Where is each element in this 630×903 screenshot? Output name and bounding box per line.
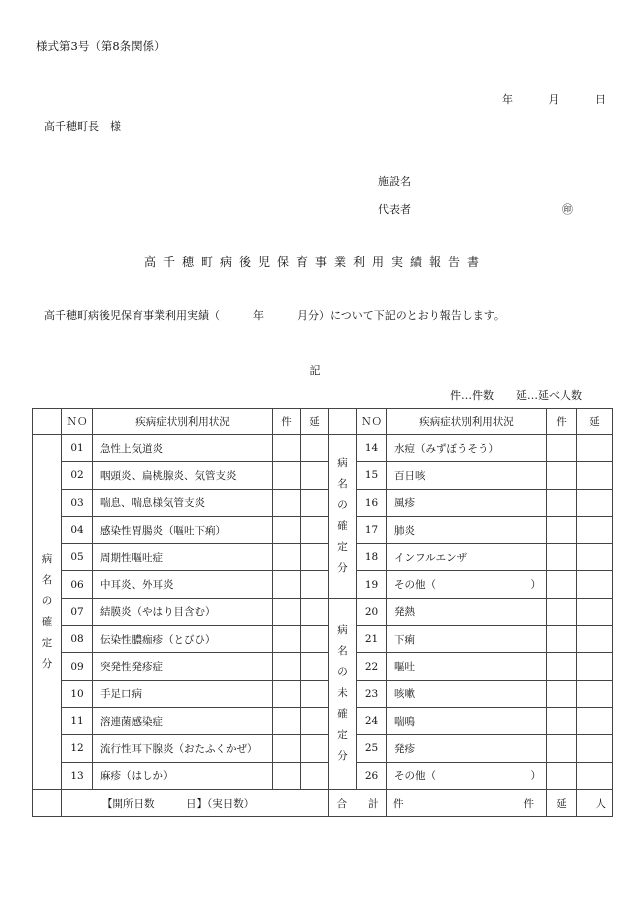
right-group-unconfirmed-label-char: 未	[337, 687, 348, 700]
row-no: 04	[62, 516, 93, 543]
row-ken-input[interactable]	[273, 680, 301, 707]
left-group-label	[33, 435, 62, 790]
row-no-right: 15	[357, 462, 387, 489]
row-en-input[interactable]	[301, 735, 329, 762]
table-row	[33, 435, 613, 462]
date-day-label: 日	[595, 93, 606, 106]
total-en-unit: 人	[595, 797, 606, 810]
table-row	[33, 626, 613, 653]
left-group-label-char: 病	[41, 552, 53, 565]
row-no: 07	[62, 598, 93, 625]
right-group-unconfirmed-label-char: の	[337, 666, 348, 679]
header-ken: 件	[273, 409, 301, 435]
row-no-right: 14	[357, 435, 387, 462]
row-ken-input[interactable]	[273, 762, 301, 789]
row-no-right: 22	[357, 653, 387, 680]
header-no-right: ＮＯ	[357, 409, 387, 435]
right-group-unconfirmed-label-char: 分	[337, 750, 348, 763]
row-ken-input[interactable]	[273, 707, 301, 734]
row-condition-right: その他（ ）	[387, 571, 547, 598]
row-condition-right: 下痢	[387, 626, 547, 653]
row-en-input-right[interactable]	[577, 626, 613, 653]
table-row	[33, 571, 613, 598]
row-condition-right: 水痘（みずぼうそう）	[387, 435, 547, 462]
row-ken-input[interactable]	[273, 462, 301, 489]
table-row	[33, 707, 613, 734]
total-ken-cell[interactable]	[387, 789, 547, 816]
table-row	[33, 762, 613, 789]
right-group-confirmed-label	[329, 435, 357, 599]
row-en-input[interactable]	[301, 571, 329, 598]
form-number: 様式第3号（第8条関係）	[36, 39, 166, 53]
row-condition-right: 咳嗽	[387, 680, 547, 707]
right-group-unconfirmed-label-char: 名	[337, 645, 348, 658]
facility-label: 施設名	[378, 175, 411, 188]
row-ken-input-right[interactable]	[547, 653, 577, 680]
table-header-row	[33, 409, 613, 435]
row-condition: 中耳炎、外耳炎	[93, 571, 273, 598]
row-condition: 麻疹（はしか）	[93, 762, 273, 789]
row-ken-input[interactable]	[273, 544, 301, 571]
row-en-input-right[interactable]	[577, 544, 613, 571]
row-ken-input-right[interactable]	[547, 735, 577, 762]
left-group-label-char: の	[41, 594, 53, 607]
row-condition-right: 風疹	[387, 489, 547, 516]
row-no-right: 17	[357, 516, 387, 543]
row-ken-input[interactable]	[273, 653, 301, 680]
header-status-right: 疾病症状別利用状況	[387, 409, 547, 435]
row-en-input[interactable]	[301, 435, 329, 462]
row-no-right: 25	[357, 735, 387, 762]
right-group-unconfirmed-label-char: 定	[337, 729, 348, 742]
row-en-input-right[interactable]	[577, 598, 613, 625]
table-row	[33, 462, 613, 489]
row-condition-right: 嘔吐	[387, 653, 547, 680]
left-group-label-char: 定	[41, 636, 53, 649]
header-en-right: 延	[577, 409, 613, 435]
row-no: 10	[62, 680, 93, 707]
row-en-input-right[interactable]	[577, 489, 613, 516]
header-ken-right: 件	[547, 409, 577, 435]
row-en-input[interactable]	[301, 707, 329, 734]
table-row	[33, 489, 613, 516]
row-no-right: 24	[357, 707, 387, 734]
right-group-confirmed-label-char: 定	[337, 541, 348, 554]
header-group-blank-right	[329, 409, 357, 435]
row-condition-right: 肺炎	[387, 516, 547, 543]
right-group-unconfirmed-label-char: 確	[337, 708, 348, 721]
open-days-label: 【開所日数 日】（実日数）	[62, 789, 329, 816]
table-row	[33, 653, 613, 680]
row-ken-input[interactable]	[273, 571, 301, 598]
ki-heading: 記	[309, 364, 321, 377]
usage-table	[32, 408, 613, 817]
total-ken-label: 件	[393, 797, 404, 810]
row-no: 06	[62, 571, 93, 598]
table-row	[33, 735, 613, 762]
header-en: 延	[301, 409, 329, 435]
row-en-input-right[interactable]	[577, 516, 613, 543]
total-label: 合 計	[329, 789, 387, 816]
row-ken-input-right[interactable]	[547, 489, 577, 516]
table-row	[33, 516, 613, 543]
row-condition: 周期性嘔吐症	[93, 544, 273, 571]
row-no: 12	[62, 735, 93, 762]
row-ken-input-right[interactable]	[547, 571, 577, 598]
document-title: 高千穂町病後児保育事業利用実績報告書	[143, 255, 486, 269]
row-ken-input[interactable]	[273, 516, 301, 543]
row-no: 05	[62, 544, 93, 571]
right-group-unconfirmed-label-char: 病	[337, 624, 348, 637]
row-no: 11	[62, 707, 93, 734]
row-en-input-right[interactable]	[577, 762, 613, 789]
row-condition-right: インフルエンザ	[387, 544, 547, 571]
row-no: 09	[62, 653, 93, 680]
row-condition-right: 百日咳	[387, 462, 547, 489]
row-condition-right: その他（ ）	[387, 762, 547, 789]
row-no: 02	[62, 462, 93, 489]
header-no: ＮＯ	[62, 409, 93, 435]
row-ken-input-right[interactable]	[547, 544, 577, 571]
row-condition: 喘息、喘息様気管支炎	[93, 489, 273, 516]
date-month-label: 月	[548, 93, 560, 106]
row-ken-input[interactable]	[273, 435, 301, 462]
row-condition: 咽頭炎、扁桃腺炎、気管支炎	[93, 462, 273, 489]
row-ken-input-right[interactable]	[547, 598, 577, 625]
row-en-input[interactable]	[301, 680, 329, 707]
row-ken-input-right[interactable]	[547, 516, 577, 543]
row-en-input-right[interactable]	[577, 680, 613, 707]
row-no: 01	[62, 435, 93, 462]
row-no: 08	[62, 626, 93, 653]
row-ken-input[interactable]	[273, 489, 301, 516]
row-condition: 感染性胃腸炎（嘔吐下痢）	[93, 516, 273, 543]
representative-label: 代表者	[378, 203, 411, 216]
report-statement: 高千穂町病後児保育事業利用実績（ 年 月分）について下記のとおり報告します。	[44, 309, 505, 322]
left-group-label-char: 名	[41, 573, 53, 586]
header-status: 疾病症状別利用状況	[93, 409, 273, 435]
row-en-input-right[interactable]	[577, 435, 613, 462]
row-en-input[interactable]	[301, 544, 329, 571]
total-en-label: 延	[547, 789, 577, 816]
date-line	[502, 91, 624, 107]
right-group-unconfirmed-label	[329, 598, 357, 789]
row-no-right: 19	[357, 571, 387, 598]
row-ken-input-right[interactable]	[547, 707, 577, 734]
row-no-right: 21	[357, 626, 387, 653]
row-condition: 溶連菌感染症	[93, 707, 273, 734]
header-group-blank	[33, 409, 62, 435]
row-no-right: 23	[357, 680, 387, 707]
row-en-input[interactable]	[301, 598, 329, 625]
row-ken-input[interactable]	[273, 598, 301, 625]
row-no-right: 16	[357, 489, 387, 516]
right-group-confirmed-label-char: 病	[337, 457, 348, 470]
row-condition: 突発性発疹症	[93, 653, 273, 680]
row-ken-input-right[interactable]	[547, 680, 577, 707]
right-group-confirmed-label-char: 名	[337, 478, 348, 491]
row-no: 13	[62, 762, 93, 789]
row-condition: 手足口病	[93, 680, 273, 707]
footer-blank	[33, 789, 62, 816]
row-ken-input[interactable]	[273, 626, 301, 653]
row-no-right: 18	[357, 544, 387, 571]
row-en-input-right[interactable]	[577, 571, 613, 598]
row-condition: 結膜炎（やはり目含む）	[93, 598, 273, 625]
right-group-confirmed-label-char: 確	[337, 520, 348, 533]
row-no-right: 20	[357, 598, 387, 625]
row-en-input-right[interactable]	[577, 735, 613, 762]
row-en-input-right[interactable]	[577, 707, 613, 734]
total-ken-unit: 件	[523, 797, 534, 810]
row-no-right: 26	[357, 762, 387, 789]
date-year-label: 年	[502, 93, 513, 106]
row-condition: 伝染性膿痂疹（とびひ）	[93, 626, 273, 653]
addressee: 高千穂町長 様	[44, 120, 121, 133]
right-group-confirmed-label-char: の	[337, 499, 348, 512]
row-en-input[interactable]	[301, 762, 329, 789]
row-ken-input-right[interactable]	[547, 435, 577, 462]
left-group-label-char: 確	[41, 615, 53, 628]
table-row	[33, 680, 613, 707]
row-ken-input-right[interactable]	[547, 462, 577, 489]
row-en-input-right[interactable]	[577, 462, 613, 489]
total-en-cell[interactable]	[577, 789, 613, 816]
left-group-label-char: 分	[41, 657, 53, 670]
table-row	[33, 598, 613, 625]
footer-row	[33, 789, 613, 816]
seal-mark: ㊞	[562, 203, 573, 216]
row-condition: 流行性耳下腺炎（おたふくかぜ）	[93, 735, 273, 762]
row-en-input[interactable]	[301, 626, 329, 653]
row-condition-right: 発疹	[387, 735, 547, 762]
right-group-confirmed-label-char: 分	[337, 562, 348, 575]
table-row	[33, 544, 613, 571]
row-en-input[interactable]	[301, 516, 329, 543]
row-condition-right: 喘鳴	[387, 707, 547, 734]
row-no: 03	[62, 489, 93, 516]
row-condition: 急性上気道炎	[93, 435, 273, 462]
row-en-input[interactable]	[301, 489, 329, 516]
row-ken-input-right[interactable]	[547, 626, 577, 653]
row-en-input-right[interactable]	[577, 653, 613, 680]
row-ken-input-right[interactable]	[547, 762, 577, 789]
row-en-input[interactable]	[301, 653, 329, 680]
row-condition-right: 発熱	[387, 598, 547, 625]
row-ken-input[interactable]	[273, 735, 301, 762]
legend-note: 件…件数 延…延べ人数	[450, 389, 582, 402]
row-en-input[interactable]	[301, 462, 329, 489]
